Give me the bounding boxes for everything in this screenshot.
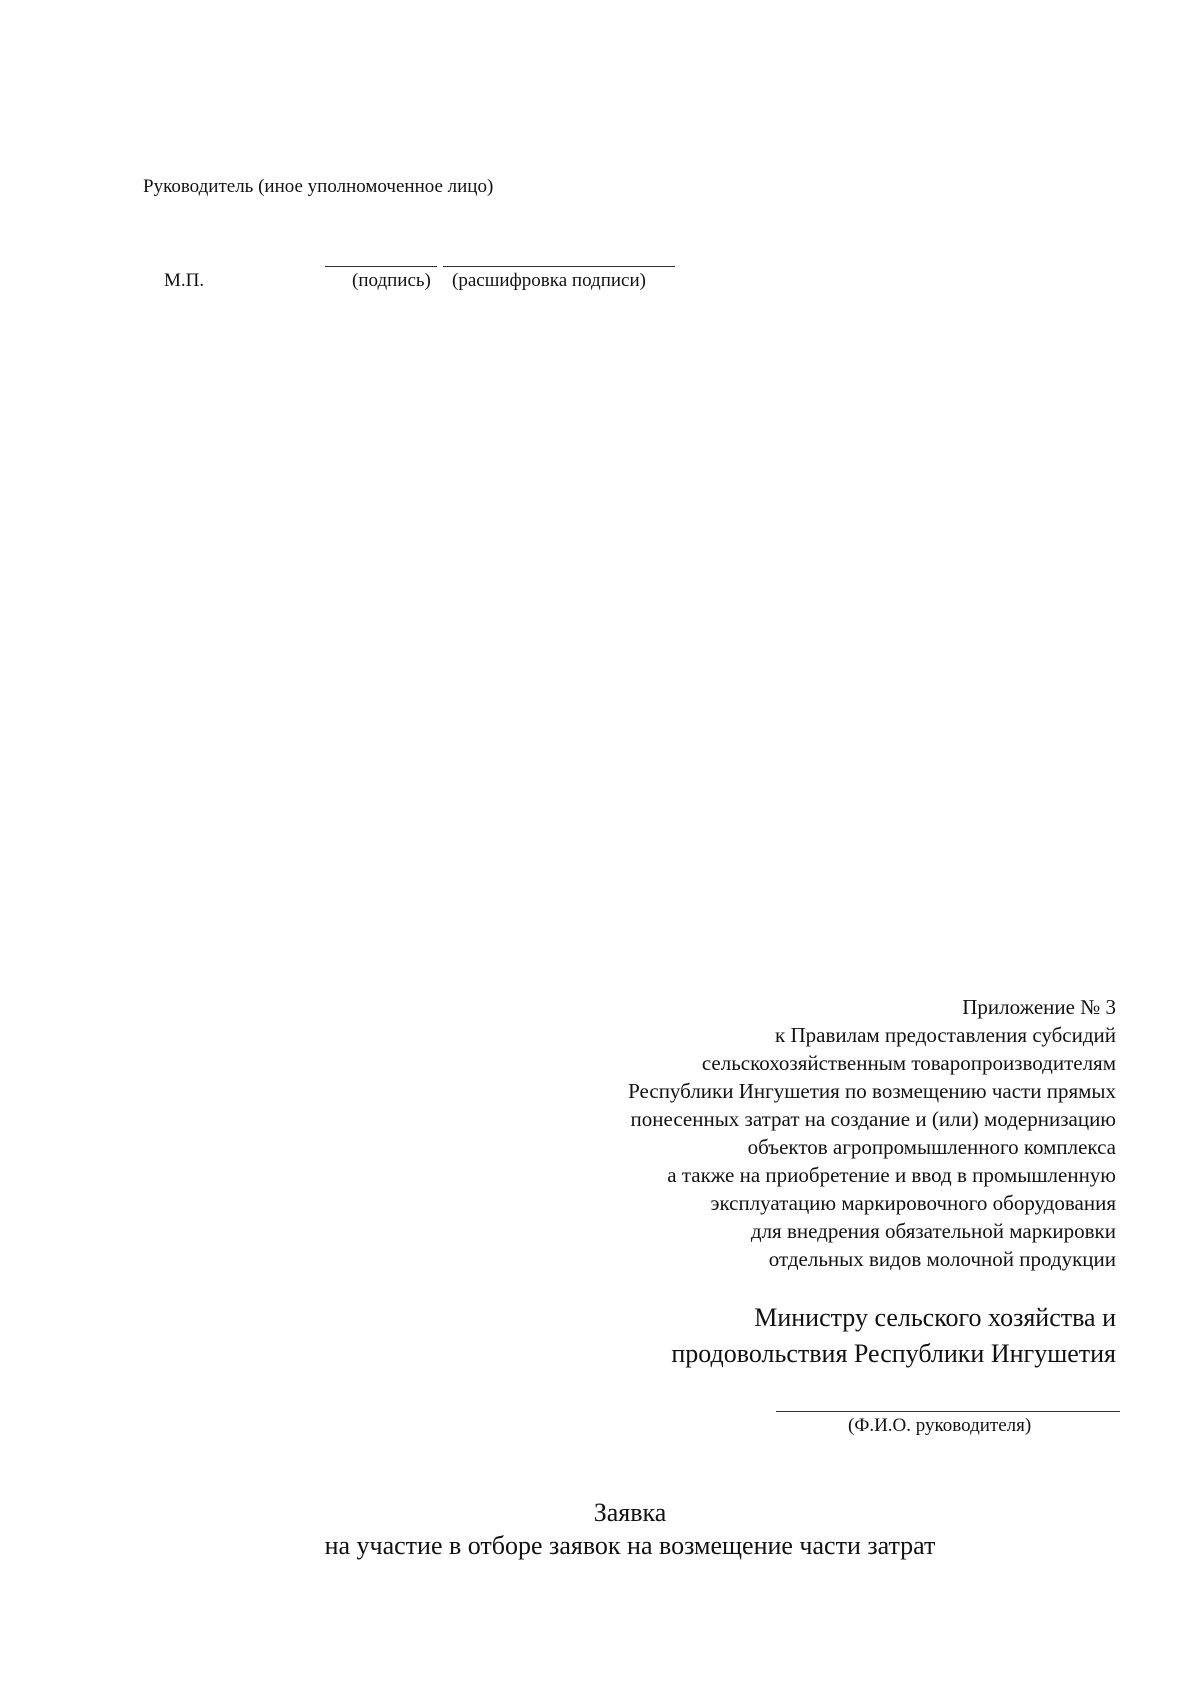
appendix-line: а также на приобретение и ввод в промышленную: [667, 1163, 1116, 1187]
addressee-line-2: продовольствия Республики Ингушетия: [671, 1339, 1116, 1368]
appendix-line: сельскохозяйственным товаропроизводителям: [701, 1051, 1116, 1075]
appendix-line: Республики Ингушетия по возмещению части прямых: [628, 1079, 1116, 1103]
addressee: [671, 1300, 1116, 1372]
appendix-line: к Правилам предоставления субсидий: [775, 1023, 1116, 1047]
fio-line: [776, 1411, 1120, 1412]
fio-caption: (Ф.И.О. руководителя): [848, 1415, 1032, 1436]
application-title: Заявка: [593, 1498, 667, 1527]
addressee-line-1: Министру сельского хозяйства и: [754, 1303, 1116, 1332]
appendix-line: эксплуатацию маркировочного оборудования: [710, 1191, 1116, 1215]
head-label: Руководитель (иное уполномоченное лицо): [143, 176, 494, 197]
signature-caption: (подпись): [352, 270, 431, 291]
appendix-header: [628, 993, 1116, 1273]
appendix-line: понесенных затрат на создание и (или) модернизацию: [630, 1107, 1116, 1131]
decryption-line: [443, 266, 675, 267]
appendix-line: для внедрения обязательной маркировки: [750, 1219, 1116, 1243]
signature-line: [325, 266, 437, 267]
decryption-caption: (расшифровка подписи): [452, 270, 646, 291]
appendix-line: отдельных видов молочной продукции: [768, 1247, 1116, 1271]
application-subtitle: на участие в отборе заявок на возмещение части затрат: [324, 1531, 936, 1560]
appendix-line: Приложение № 3: [962, 995, 1116, 1019]
appendix-line: объектов агропромышленного комплекса: [747, 1135, 1116, 1159]
stamp-label: М.П.: [164, 270, 205, 291]
